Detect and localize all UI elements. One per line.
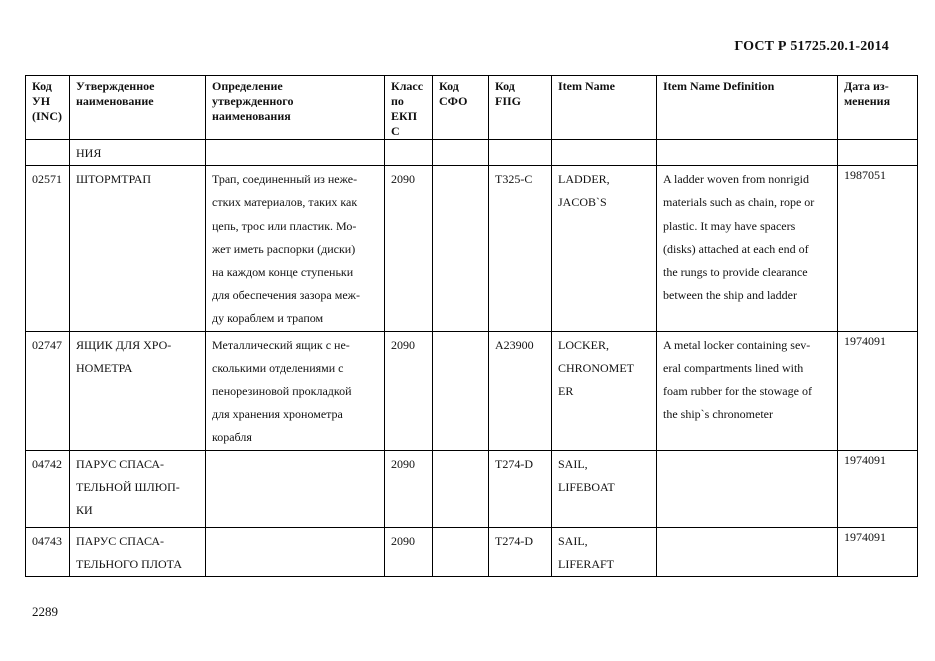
header-line: Код <box>439 79 459 93</box>
name-cell <box>70 527 206 576</box>
date-cell-value: 1974091 <box>844 333 886 348</box>
date-cell <box>838 166 918 331</box>
table-body <box>26 140 918 577</box>
header-line: С <box>391 124 400 138</box>
inc-cell <box>26 527 70 576</box>
header-sfo <box>433 76 489 140</box>
item-definition-cell <box>657 331 838 450</box>
class-cell-value: 2090 <box>391 172 415 187</box>
cell-line: LOCKER, <box>558 337 609 352</box>
header-change-date <box>838 76 918 140</box>
cell-line: КИ <box>76 503 93 518</box>
cell-line: ТЕЛЬНОЙ ШЛЮП- <box>76 479 180 494</box>
header-line: ЕКП <box>391 109 418 123</box>
inc-cell <box>26 140 70 166</box>
cell-line: the rungs to provide clearance <box>663 265 808 280</box>
cell-line: НОМЕТРА <box>76 360 133 375</box>
date-cell-value: 1987051 <box>844 168 886 183</box>
name-cell <box>70 450 206 527</box>
cell-line: between the ship and ladder <box>663 288 797 303</box>
definition-cell <box>206 450 385 527</box>
cell-line: LIFEBOAT <box>558 479 615 494</box>
header-line: по <box>391 94 404 108</box>
continuation-row <box>26 140 918 166</box>
class-cell <box>385 331 433 450</box>
header-line: Класс <box>391 79 424 93</box>
header-line: Дата из- <box>844 79 889 93</box>
header-line: Определение <box>212 79 283 93</box>
cell-line: стких материалов, таких как <box>212 195 358 210</box>
cell-line: корабля <box>212 430 252 445</box>
cell-line: ПАРУС СПАСА- <box>76 533 165 548</box>
definition-cell <box>206 527 385 576</box>
cell-line: цепь, трос или пластик. Мо- <box>212 218 357 233</box>
table-row <box>26 527 918 576</box>
name-cell <box>70 140 206 166</box>
class-cell-value: 2090 <box>391 456 415 471</box>
item-name-cell <box>552 527 657 576</box>
inc-cell-value: 04743 <box>32 533 62 548</box>
header-class <box>385 76 433 140</box>
cell-line: Металлический ящик с не- <box>212 337 350 352</box>
cell-line: для обеспечения зазора меж- <box>212 288 360 303</box>
table-row <box>26 331 918 450</box>
fiig-cell <box>489 166 552 331</box>
definition-cell <box>206 331 385 450</box>
date-cell-value: 1974091 <box>844 452 886 467</box>
cell-line: SAIL, <box>558 533 588 548</box>
class-cell-value: 2090 <box>391 533 415 548</box>
header-line: УН <box>32 94 51 108</box>
header-line: Код <box>495 79 515 93</box>
page-number: 2289 <box>32 604 58 619</box>
sfo-cell <box>433 166 489 331</box>
table-row <box>26 450 918 527</box>
header-line: Утвержденное <box>76 79 155 93</box>
item-name-cell <box>552 166 657 331</box>
fiig-cell <box>489 331 552 450</box>
cell-line: foam rubber for the stowage of <box>663 384 812 399</box>
cell-line: жет иметь распорки (диски) <box>212 241 356 256</box>
header-line: Item Name <box>558 79 615 93</box>
class-cell <box>385 166 433 331</box>
cell-line: JACOB`S <box>558 195 607 210</box>
header-line: Код <box>32 79 52 93</box>
header-definition <box>206 76 385 140</box>
cell-line: ТЕЛЬНОГО ПЛОТА <box>76 556 183 571</box>
header-line: (INC) <box>32 109 62 123</box>
header-line: Item Name Definition <box>663 79 775 93</box>
cell-line: CHRONOMET <box>558 360 635 375</box>
header-item-name <box>552 76 657 140</box>
class-cell <box>385 527 433 576</box>
fiig-cell-value: A23900 <box>495 337 534 352</box>
cell-line: ER <box>558 384 574 399</box>
fiig-cell <box>489 527 552 576</box>
fiig-cell-value: T274-D <box>495 533 533 548</box>
header-fiig <box>489 76 552 140</box>
item-definition-cell <box>657 527 838 576</box>
header-line: СФО <box>439 94 468 108</box>
cell-line: ЯЩИК ДЛЯ ХРО- <box>76 337 172 352</box>
date-cell <box>838 331 918 450</box>
name-cell <box>70 331 206 450</box>
item-name-cell <box>552 331 657 450</box>
catalog-table <box>25 75 918 577</box>
cell-line: ПАРУС СПАСА- <box>76 456 165 471</box>
cell-line: ШТОРМТРАП <box>76 172 152 187</box>
cell-line: (disks) attached at each end of <box>663 241 809 256</box>
sfo-cell <box>433 331 489 450</box>
cell-line: LIFERAFT <box>558 556 615 571</box>
cell-line: LADDER, <box>558 172 610 187</box>
header-line: наименования <box>212 109 291 123</box>
inc-cell <box>26 331 70 450</box>
cell-line: A metal locker containing sev- <box>663 337 811 352</box>
header-line: менения <box>844 94 891 108</box>
fiig-cell-value: T274-D <box>495 456 533 471</box>
header-item-definition <box>657 76 838 140</box>
inc-cell-value: 04742 <box>32 456 62 471</box>
definition-cell <box>206 166 385 331</box>
cell-line: materials such as chain, rope or <box>663 195 815 210</box>
item-definition-cell <box>657 450 838 527</box>
cell-line: eral compartments lined with <box>663 360 804 375</box>
header-line: FIIG <box>495 94 522 108</box>
standard-code: ГОСТ Р 51725.20.1-2014 <box>734 39 889 54</box>
inc-cell-value: 02747 <box>32 337 62 352</box>
header-inc <box>26 76 70 140</box>
sfo-cell <box>433 527 489 576</box>
inc-cell <box>26 166 70 331</box>
cell-line: the ship`s chronometer <box>663 407 773 422</box>
cell-line: Трап, соединенный из неже- <box>212 172 358 187</box>
date-cell <box>838 450 918 527</box>
cell-line: plastic. It may have spacers <box>663 218 796 233</box>
cell-line: на каждом конце ступеньки <box>212 265 354 280</box>
inc-cell-value: 02571 <box>32 172 62 187</box>
name-cell <box>70 166 206 331</box>
cell-line: пенорезиновой прокладкой <box>212 384 352 399</box>
sfo-cell <box>433 450 489 527</box>
date-cell <box>838 527 918 576</box>
cell-line: ду кораблем и трапом <box>212 311 324 326</box>
table-row <box>26 166 918 331</box>
cell-line: для хранения хронометра <box>212 407 343 422</box>
header-line: утвержденного <box>212 94 294 108</box>
cell-line: A ladder woven from nonrigid <box>663 172 809 187</box>
class-cell-value: 2090 <box>391 337 415 352</box>
table-header-row <box>26 76 918 140</box>
cell-line: сколькими отделениями с <box>212 360 344 375</box>
header-approved-name <box>70 76 206 140</box>
continuation-name: НИЯ <box>76 146 102 160</box>
cell-line: SAIL, <box>558 456 588 471</box>
header-line: наименование <box>76 94 154 108</box>
date-cell-value: 1974091 <box>844 529 886 544</box>
class-cell <box>385 450 433 527</box>
fiig-cell-value: T325-C <box>495 172 533 187</box>
item-definition-cell <box>657 166 838 331</box>
item-name-cell <box>552 450 657 527</box>
inc-cell <box>26 450 70 527</box>
fiig-cell <box>489 450 552 527</box>
